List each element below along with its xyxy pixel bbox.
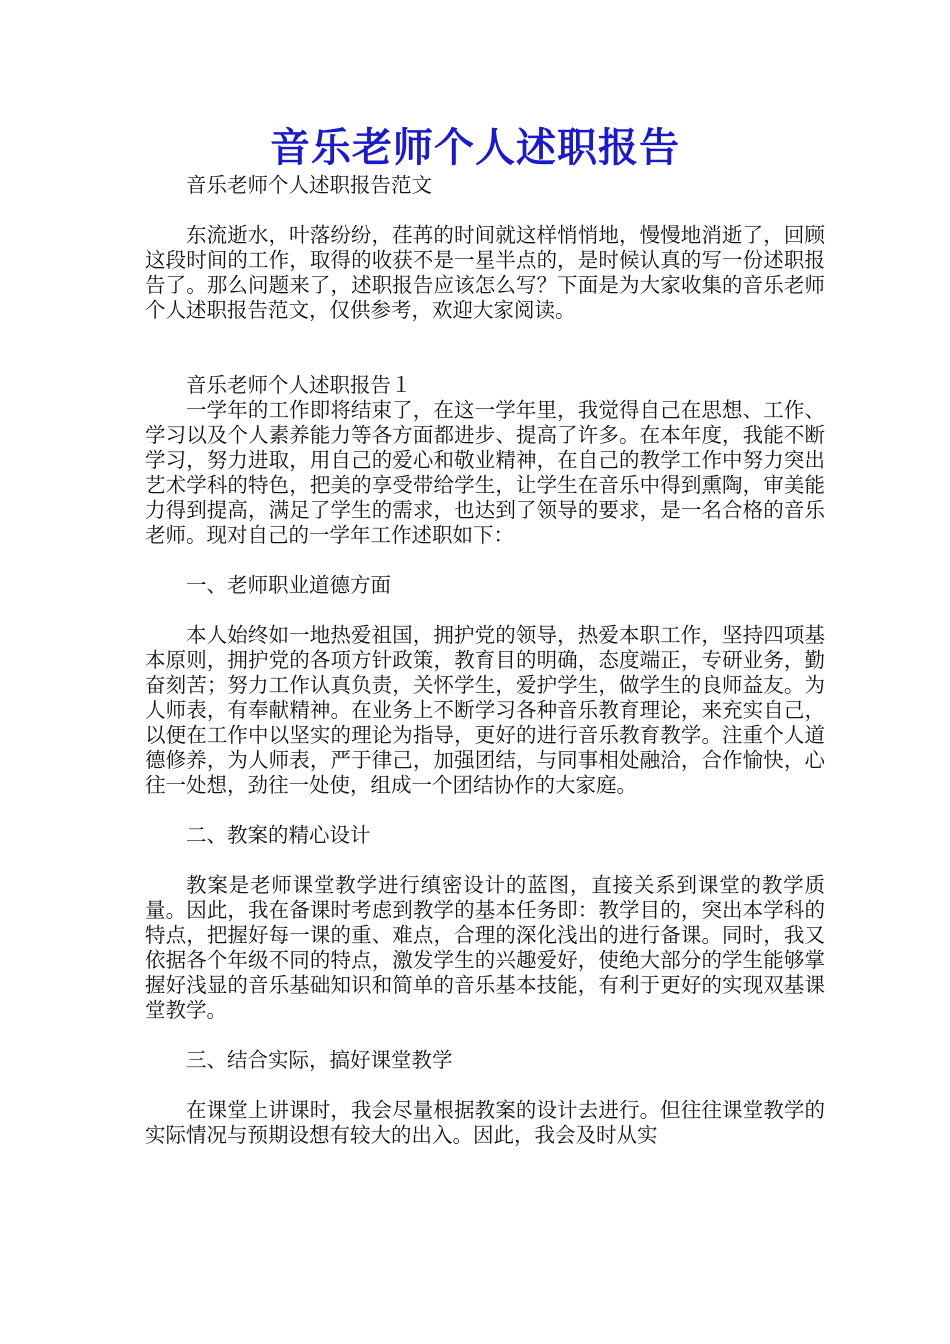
intro-paragraph: 东流逝水，叶落纷纷，荏苒的时间就这样悄悄地，慢慢地消逝了，回顾这段时间的工作，取得的收获不是一星半点的，是时候认真的写一份述职报告了。那么问题来了，述职报告应该怎么写？下面是为大家收集的音乐老师个人述职报告范文，仅供参考，欢迎大家阅读。 bbox=[145, 223, 825, 322]
spacer bbox=[145, 1073, 825, 1098]
section1-heading: 一、老师职业道德方面 bbox=[186, 573, 391, 597]
spacer bbox=[145, 548, 825, 573]
spacer bbox=[145, 848, 825, 873]
spacer bbox=[145, 1023, 825, 1048]
document-title: 音乐老师个人述职报告 bbox=[270, 124, 680, 171]
report1-intro-paragraph: 一学年的工作即将结束了，在这一学年里，我觉得自己在思想、工作、学习以及个人素养能力等各方面都进步、提高了许多。在本年度，我能不断学习，努力进取，用自己的爱心和敬业精神，在自己的教学工作中努力突出艺术学科的特色，把美的享受带给学生，让学生在音乐中得到熏陶，审美能力得到提高，满足了学生的需求，也达到了领导的要求，是一名合格的音乐老师。现对自己的一学年工作述职如下： bbox=[145, 398, 825, 547]
spacer bbox=[145, 798, 825, 823]
document-subtitle: 音乐老师个人述职报告范文 bbox=[186, 173, 432, 197]
spacer bbox=[145, 198, 825, 223]
section3-paragraph: 在课堂上讲课时，我会尽量根据教案的设计去进行。但往往课堂教学的实际情况与预期设想有较大的出入。因此，我会及时从实 bbox=[145, 1098, 825, 1147]
document-body bbox=[145, 173, 825, 1148]
section2-paragraph: 教案是老师课堂教学进行缜密设计的蓝图，直接关系到课堂的教学质量。因此，我在备课时考虑到教学的基本任务即：教学目的，突出本学科的特点，把握好每一课的重、难点，合理的深化浅出的进行备课。同时，我又依据各个年级不同的特点，激发学生的兴趣爱好，使绝大部分的学生能够掌握好浅显的音乐基础知识和简单的音乐基本技能，有利于更好的实现双基课堂教学。 bbox=[145, 873, 825, 1022]
spacer bbox=[145, 598, 825, 623]
section1-paragraph: 本人始终如一地热爱祖国，拥护党的领导，热爱本职工作，坚持四项基本原则，拥护党的各项方针政策，教育目的明确，态度端正，专研业务，勤奋刻苦；努力工作认真负责，关怀学生，爱护学生，做学生的良师益友。为人师表，有奉献精神。在业务上不断学习各种音乐教育理论，来充实自己，以便在工作中以坚实的理论为指导，更好的进行音乐教育教学。注重个人道德修养，为人师表，严于律己，加强团结，与同事相处融洽，合作愉快，心往一处想，劲往一处使，组成一个团结协作的大家庭。 bbox=[145, 623, 825, 797]
section2-heading: 二、教案的精心设计 bbox=[186, 823, 371, 847]
report1-heading: 音乐老师个人述职报告１ bbox=[186, 373, 412, 397]
spacer bbox=[145, 323, 825, 373]
section3-heading: 三、结合实际，搞好课堂教学 bbox=[186, 1048, 453, 1072]
